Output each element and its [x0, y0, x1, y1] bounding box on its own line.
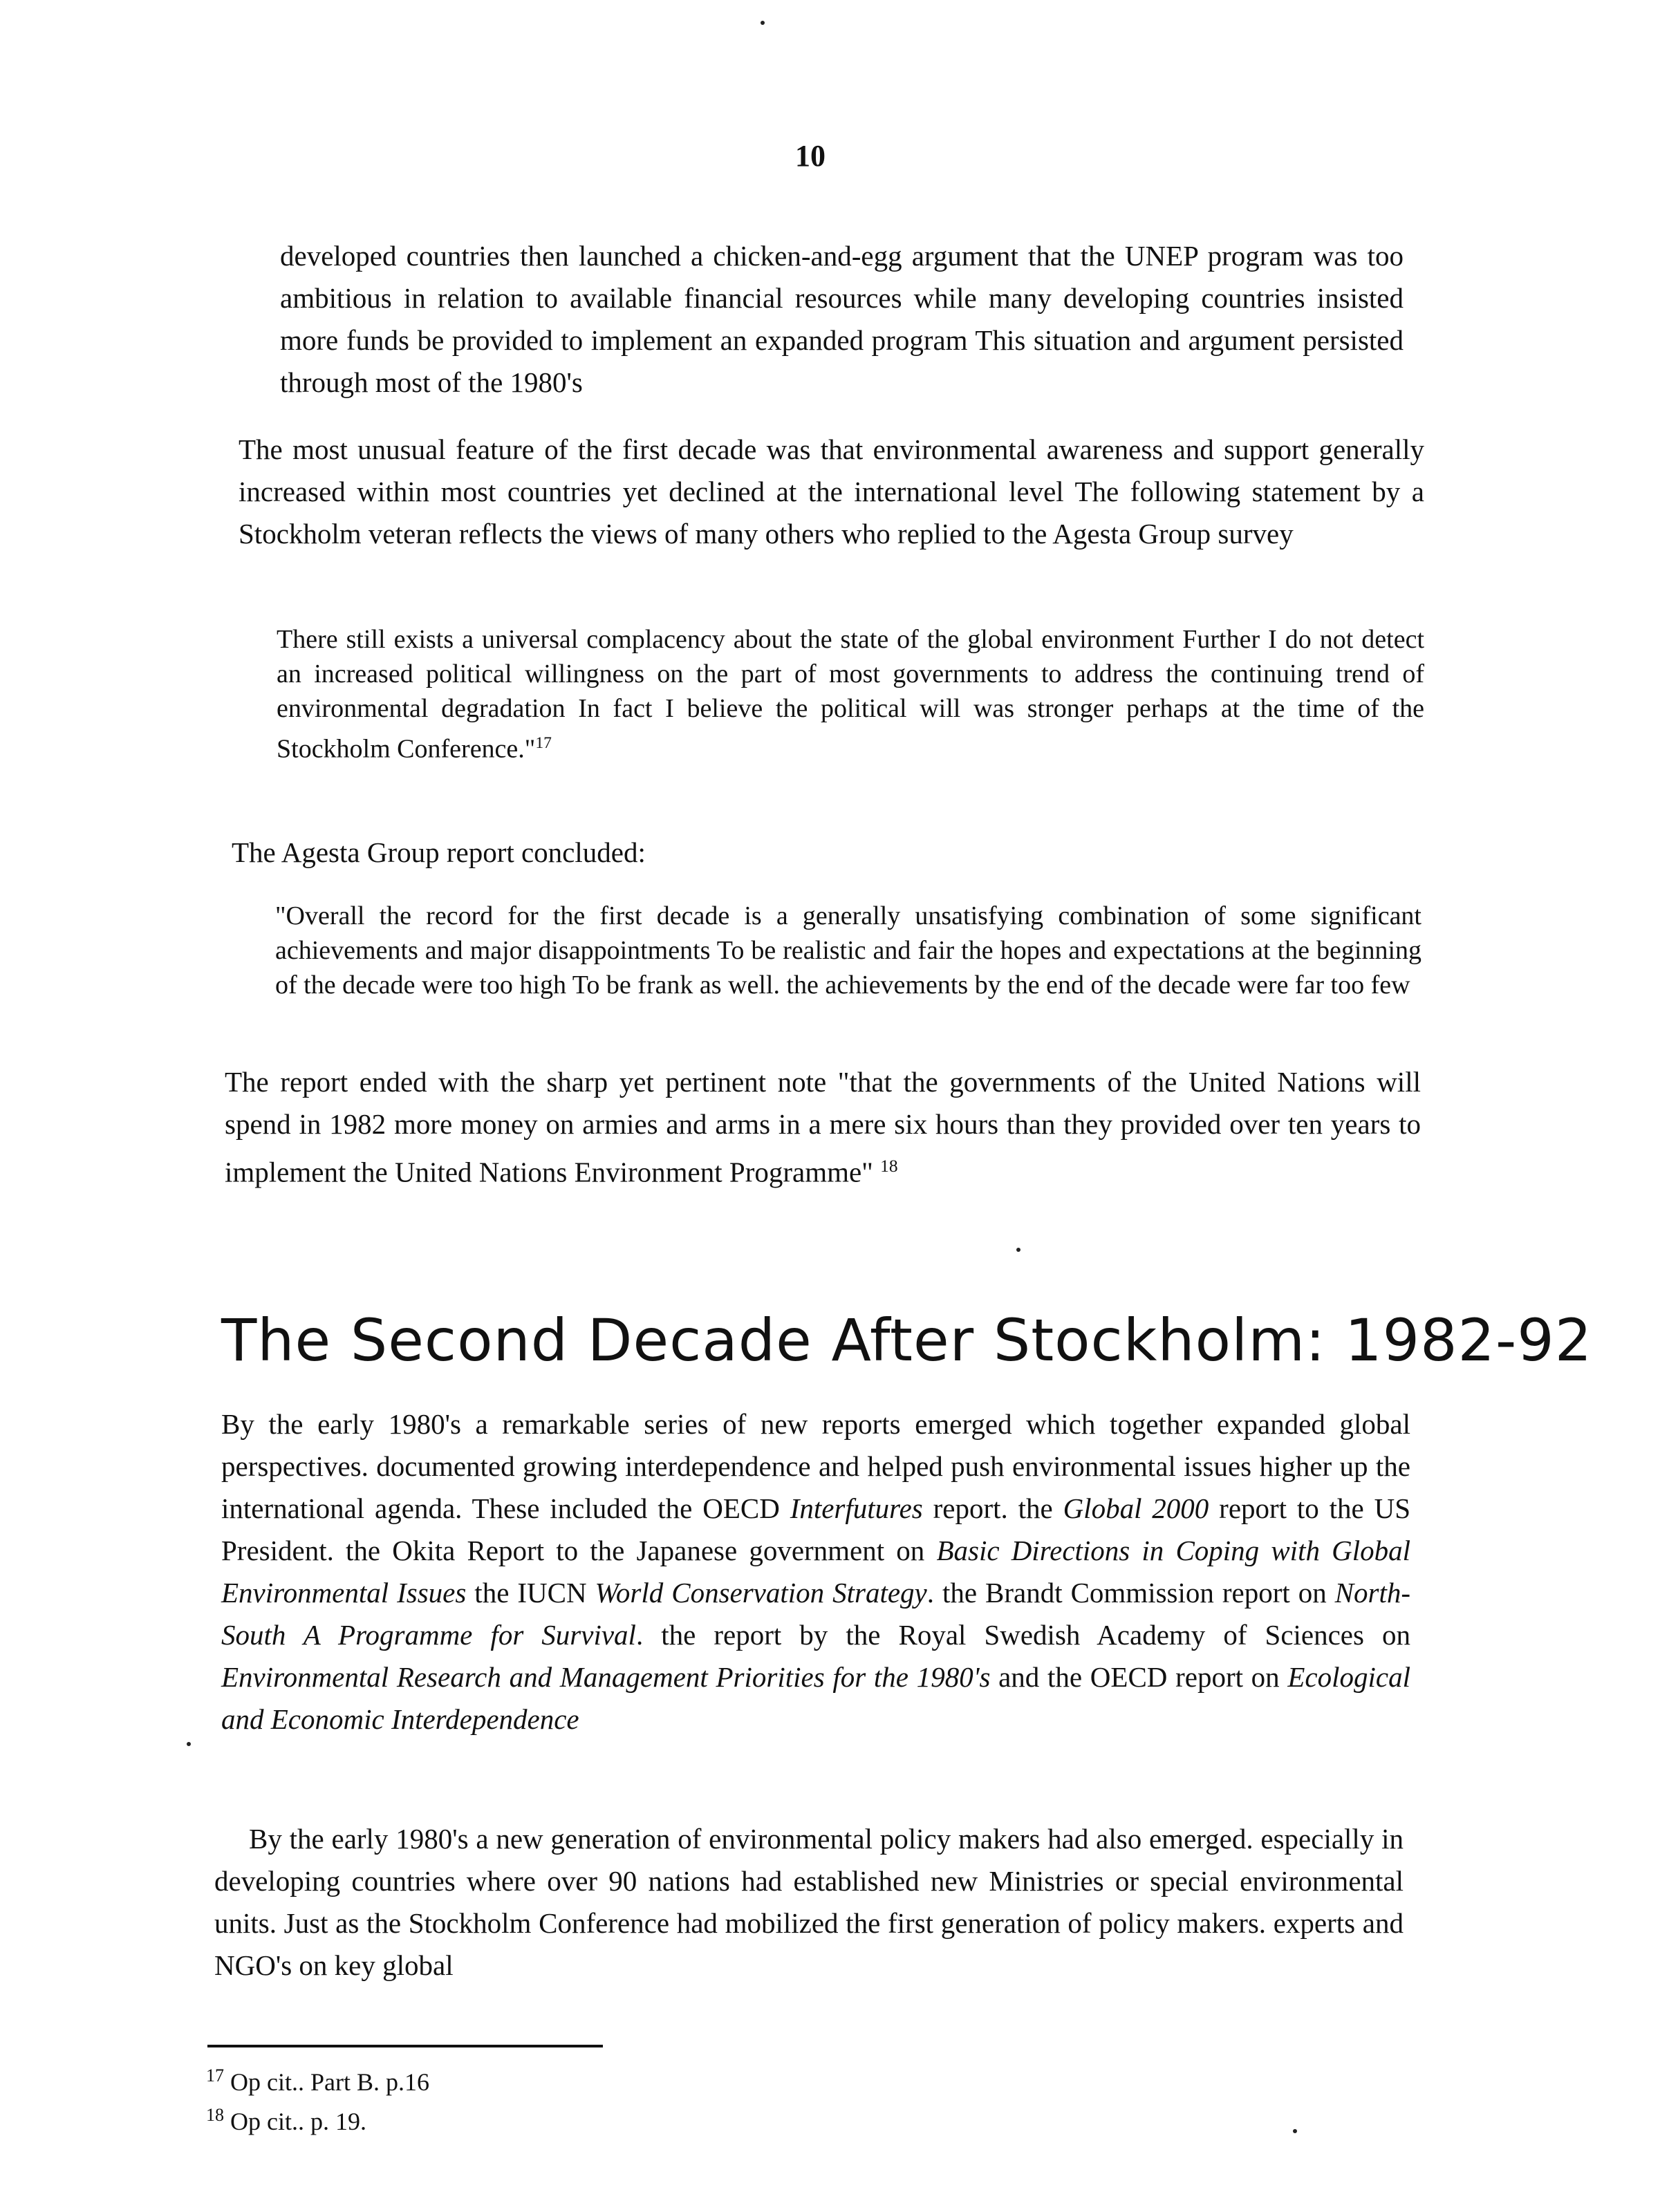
scan-speck [187, 1742, 191, 1746]
text-run: report to the US President. the Okita Report to the Japanese government on [221, 1492, 1411, 1566]
scan-speck [761, 21, 765, 25]
footnote-number: 18 [206, 2105, 224, 2125]
paragraph-unep-argument: developed countries then launched a chicken-and-egg argument that the UNEP program was too ambitious in relation to available financial resources while many developing countries insisted more funds be provided to implement an expanded program This situation and argument persisted through most of the 1980's [280, 240, 1404, 398]
title-ecological-economic: Ecological and Economic Interdependence [221, 1661, 1410, 1735]
footnote-rule [207, 2045, 603, 2047]
text-run: . the Brandt Commission report on [926, 1577, 1335, 1609]
paragraph-new-generation: By the early 1980's a new generation of environmental policy makers had also emerged. especially in developing countries where over 90 nations had established new Ministries or special environmental units. Just as the Stockholm Conference had mobilized the first generation of policy makers. experts and NGO's on key global [214, 1823, 1404, 1981]
text-run: report. the [922, 1492, 1063, 1524]
footnote-18 [206, 2105, 366, 2136]
title-basic-directions: Basic Directions in Coping with Global Environmental Issues [221, 1535, 1410, 1609]
page-number: 10 [795, 139, 826, 173]
block-quote-overall: "Overall the record for the first decade is a generally unsatisfying combination of some significant achievements and major disappointments To be realistic and fair the hopes and expectations at the beginning of the decade were too high To be frank as well. the achievements by the end of the decade were far too few [275, 901, 1421, 1000]
title-environmental-research: Environmental Research and Management Priorities for the 1980's [221, 1661, 991, 1693]
title-north-south: North-South A Programme for Survival [221, 1577, 1411, 1651]
text-run: and the OECD report on [990, 1661, 1288, 1693]
paragraph-report-concluded: The Agesta Group report concluded: [232, 836, 646, 868]
text-run: . the report by the Royal Swedish Academy of Sciences on [635, 1619, 1410, 1651]
section-heading: The Second Decade After Stockholm: 1982-92 [221, 1306, 1593, 1374]
report-ended-text: The report ended with the sharp yet pertinent note "that the governments of the United Nations will spend in 1982 more money on armies and arms in a mere six hours than they provided over ten years to implement the United Nations Environment Programme" [225, 1066, 1421, 1188]
block-quote-complacency [277, 622, 1424, 767]
footnote-17 [206, 2065, 429, 2097]
footnote-text: Op cit.. p. 19. [230, 2108, 366, 2135]
paragraph-report-ended [225, 1061, 1421, 1194]
quote-text: There still exists a universal complacency about the state of the global environment Further I do not detect an increased political willingness on the part of most governments to address the continuing trend of environmental degradation In fact I believe the political will was stronger perhaps at the time of the Stockholm Conference." [277, 625, 1424, 764]
footnote-ref-17: 17 [535, 734, 552, 752]
footnote-number: 17 [206, 2065, 224, 2086]
scan-speck [1016, 1248, 1020, 1252]
paragraph-early-1980s-reports [221, 1403, 1410, 1741]
scan-speck [1293, 2129, 1297, 2133]
title-global-2000: Global 2000 [1063, 1492, 1209, 1524]
title-interfutures: Interfutures [790, 1492, 923, 1524]
paragraph-first-decade: The most unusual feature of the first decade was that environmental awareness and support generally increased within most countries yet declined at the international level The following statement by a Stockholm veteran reflects the views of many others who replied to the Agesta Group survey [239, 433, 1424, 550]
text-run: By the early 1980's a remarkable series of new reports emerged which together expanded global perspectives. documented growing interdependence and helped push environmental issues higher up the international agenda. These included the OECD [221, 1408, 1410, 1524]
footnote-text: Op cit.. Part B. p.16 [230, 2068, 429, 2096]
title-world-conservation-strategy: World Conservation Strategy [595, 1577, 927, 1609]
text-run: the IUCN [466, 1577, 595, 1609]
footnote-ref-18: 18 [880, 1156, 898, 1176]
